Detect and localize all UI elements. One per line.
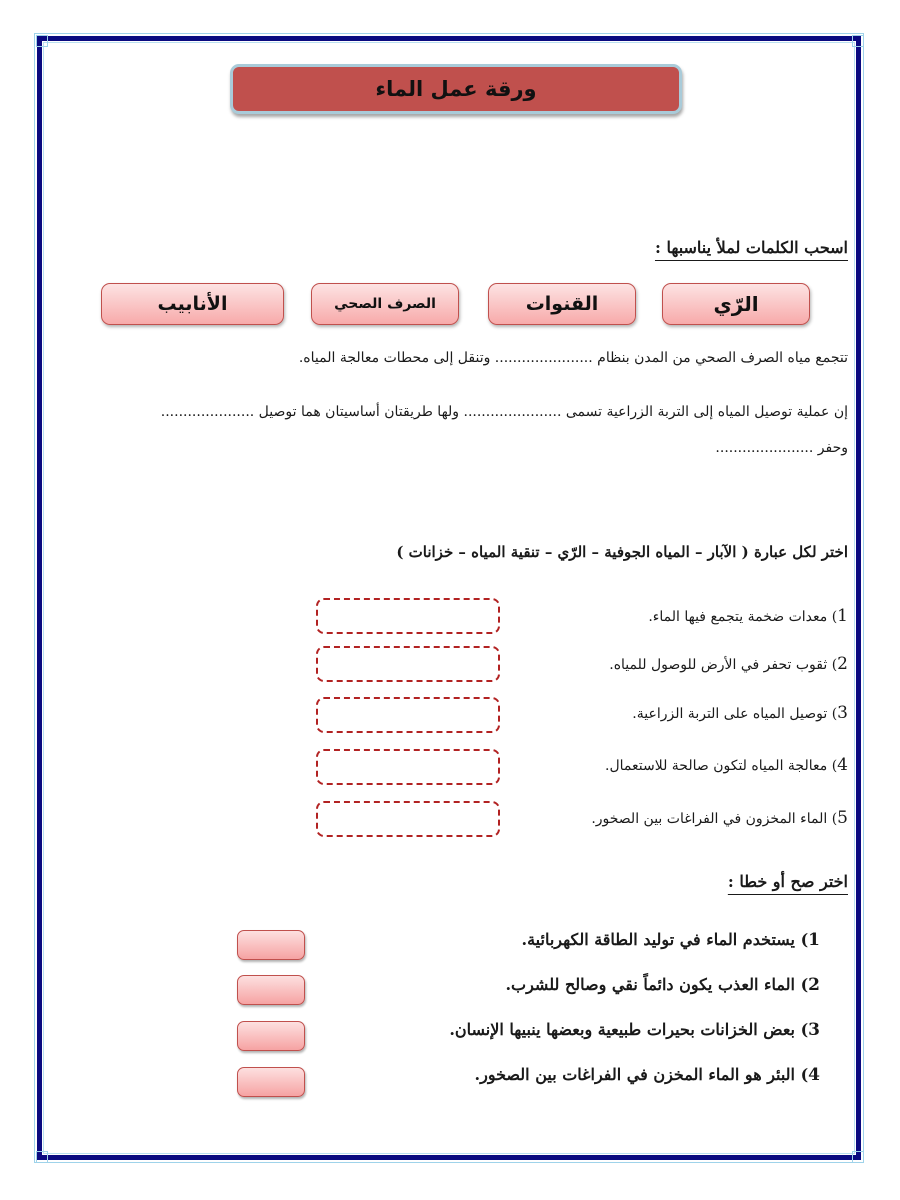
paren: ) [800, 930, 809, 949]
paren: ) [831, 758, 838, 774]
true-false-answer-box-3[interactable] [237, 1021, 305, 1051]
item-number: 1 [837, 606, 848, 626]
item-number: 3 [837, 703, 848, 723]
match-item-4 [605, 755, 848, 775]
item-number: 5 [837, 808, 848, 828]
true-false-item-2 [505, 975, 820, 995]
paren: ) [831, 657, 838, 673]
fill-sentence-2: إن عملية توصيل المياه إلى التربة الزراعية تسمى ...................... ولها طريقتان أساسيتان هما توصيل ..................... [160, 404, 848, 420]
section-drag-words-heading: اسحب الكلمات لملأ يناسبها : [654, 238, 848, 257]
frame-corner-ornament [36, 35, 48, 47]
item-text: بعض الخزانات بحيرات طبيعية وبعضها ينبيها الإنسان. [449, 1020, 795, 1039]
true-false-item-3 [449, 1020, 820, 1040]
item-text: الماء المخزون في الفراغات بين الصخور. [591, 811, 828, 827]
answer-drop-box-4[interactable] [316, 749, 500, 785]
paren: ) [831, 811, 838, 827]
worksheet-title-banner [230, 64, 682, 114]
true-false-item-4 [475, 1065, 820, 1085]
fill-sentence-2-continued: وحفر ...................... [715, 440, 848, 456]
frame-corner-ornament [852, 1151, 864, 1163]
paren: ) [831, 706, 838, 722]
item-number: 4 [808, 1065, 820, 1085]
item-number: 3 [808, 1020, 820, 1040]
item-number: 4 [837, 755, 848, 775]
item-text: توصيل المياه على التربة الزراعية. [632, 706, 828, 722]
paren: ) [800, 1020, 809, 1039]
word-chip-canals[interactable]: القنوات [488, 283, 636, 325]
item-number: 2 [808, 975, 820, 995]
paren: ) [800, 1065, 809, 1084]
true-false-answer-box-2[interactable] [237, 975, 305, 1005]
item-text: ثقوب تحفر في الأرض للوصول للمياه. [609, 657, 828, 673]
worksheet-title: ورقة عمل الماء [375, 77, 537, 101]
section-choose-term-heading: اختر لكل عبارة ( الآبار – المياه الجوفية – الرّي – تنقية المياه – خزانات ) [396, 543, 848, 561]
item-number: 1 [808, 930, 820, 950]
fill-sentence-1: تتجمع مياه الصرف الصحي من المدن بنظام ...................... وتنقل إلى محطات معالجة المياه. [298, 350, 848, 366]
paren: ) [831, 609, 838, 625]
frame-corner-ornament [36, 1151, 48, 1163]
word-chip-pipes[interactable]: الأنابيب [101, 283, 284, 325]
word-chip-irrigation[interactable]: الرّي [662, 283, 810, 325]
true-false-answer-box-4[interactable] [237, 1067, 305, 1097]
item-text: يستخدم الماء في توليد الطاقة الكهربائية. [521, 930, 795, 949]
item-text: البئر هو الماء المخزن في الفراغات بين الصخور. [474, 1065, 795, 1084]
match-item-2 [609, 654, 848, 674]
match-item-5 [591, 808, 848, 828]
paren: ) [800, 975, 809, 994]
section-true-false-heading: اختر صح أو خطا : [727, 872, 848, 891]
word-chip-sewage[interactable]: الصرف الصحي [311, 283, 459, 325]
frame-corner-ornament [852, 35, 864, 47]
match-item-1 [648, 606, 848, 626]
item-text: معدات ضخمة يتجمع فيها الماء. [648, 609, 828, 625]
item-number: 2 [837, 654, 848, 674]
answer-drop-box-3[interactable] [316, 697, 500, 733]
true-false-item-1 [522, 930, 820, 950]
answer-drop-box-5[interactable] [316, 801, 500, 837]
item-text: الماء العذب يكون دائماً نقي وصالح للشرب. [505, 975, 795, 994]
answer-drop-box-2[interactable] [316, 646, 500, 682]
match-item-3 [632, 703, 848, 723]
true-false-answer-box-1[interactable] [237, 930, 305, 960]
answer-drop-box-1[interactable] [316, 598, 500, 634]
item-text: معالجة المياه لتكون صالحة للاستعمال. [605, 758, 828, 774]
